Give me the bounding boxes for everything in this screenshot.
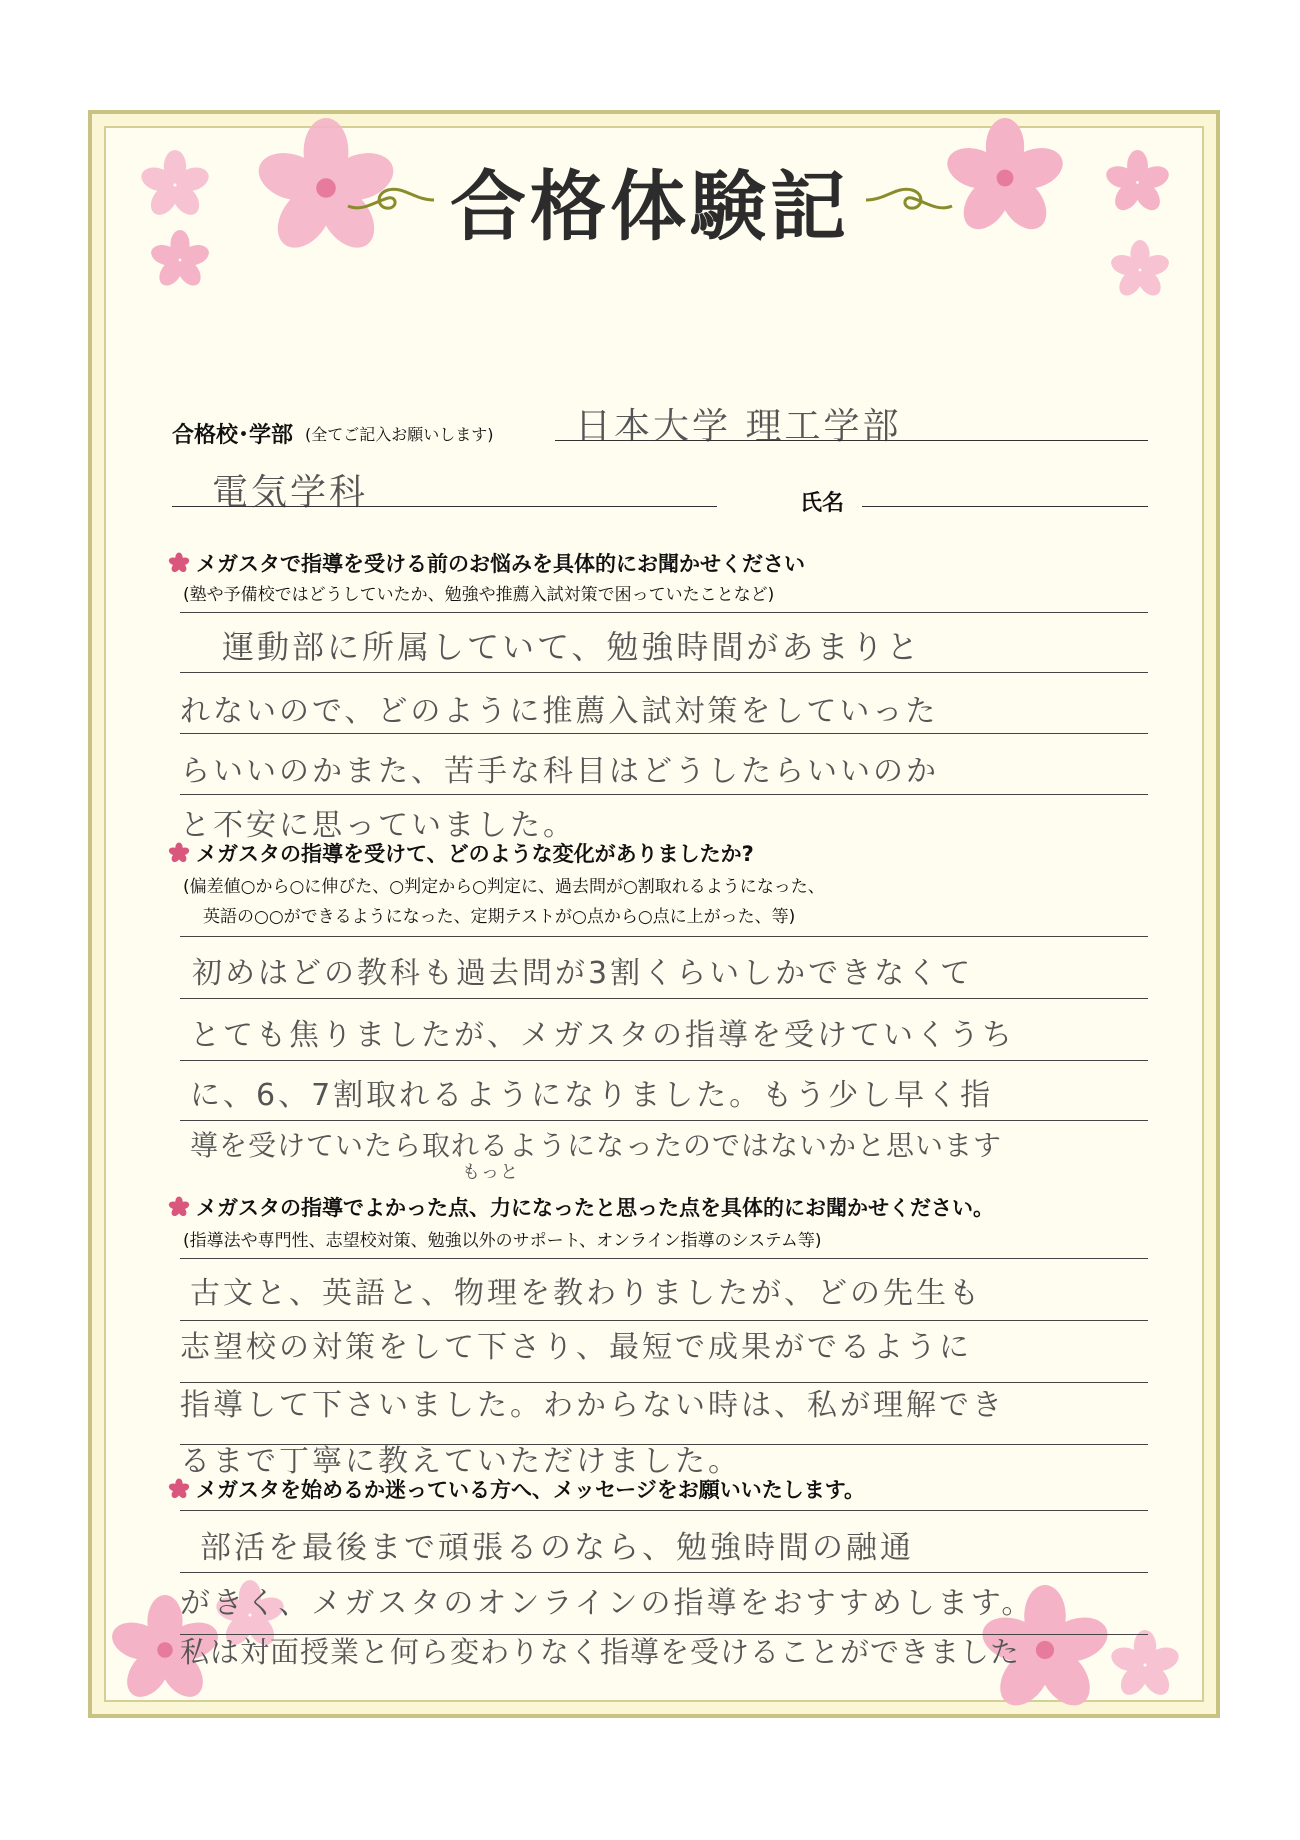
ruled-line xyxy=(180,612,1148,613)
q1-line-2: れないので、どのように推薦入試対策をしていった xyxy=(180,694,939,729)
ruled-line xyxy=(180,733,1148,734)
ruled-line xyxy=(180,1320,1148,1321)
flower-bullet-icon xyxy=(168,1196,190,1218)
q2-sub-2: 英語の○○ができるようになった、定期テストが○点から○点に上がった、等) xyxy=(203,907,796,927)
ruled-line xyxy=(180,1258,1148,1259)
ruled-line xyxy=(180,1510,1148,1511)
q1-line-4: と不安に思っていました。 xyxy=(180,808,576,843)
flower-bullet-icon xyxy=(168,1478,190,1500)
department-value: 電気学科 xyxy=(212,472,369,513)
q4-line-1: 部活を最後まで頑張るのなら、勉強時間の融通 xyxy=(200,1530,914,1566)
ruled-line xyxy=(180,1060,1148,1061)
q3-line-1: 古文と、英語と、物理を教わりましたが、どの先生も xyxy=(190,1276,982,1311)
q2-sub-1: (偏差値○から○に伸びた、○判定から○判定に、過去問が○割取れるようになった、 xyxy=(183,877,825,897)
q1-title: メガスタで指導を受ける前のお悩みを具体的にお聞かせください xyxy=(196,552,805,576)
ruled-line xyxy=(180,936,1148,937)
school-note: (全てご記入お願いします) xyxy=(305,425,494,444)
ruled-line xyxy=(180,1120,1148,1121)
title-row xyxy=(0,150,1300,250)
q1-line-1: 運動部に所属していて、勉強時間があまりと xyxy=(222,628,922,666)
q2-line-3: に、6、7割取れるようになりました。もう少し早く指 xyxy=(190,1078,994,1113)
q2-line-4: 導を受けていたら取れるようになったのではないかと思います xyxy=(190,1129,1003,1162)
q3-heading xyxy=(168,1192,994,1222)
ruled-line xyxy=(180,998,1148,999)
q3-sub: (指導法や専門性、志望校対策、勉強以外のサポート、オンライン指導のシステム等) xyxy=(183,1231,822,1251)
school-value: 日本大学 理工学部 xyxy=(575,406,902,447)
q1-heading xyxy=(168,548,805,578)
cherry-blossom-icon xyxy=(1110,1630,1180,1700)
name-line xyxy=(862,506,1148,507)
q2-line-2: とても焦りましたが、メガスタの指導を受けていくうち xyxy=(190,1018,1015,1053)
q3-title: メガスタの指導でよかった点、力になったと思った点を具体的にお聞かせください。 xyxy=(196,1196,994,1220)
q1-line-3: らいいのかまた、苦手な科目はどうしたらいいのか xyxy=(180,754,939,789)
q2-heading xyxy=(168,838,754,868)
q3-line-4: るまで丁寧に教えていただけました。 xyxy=(180,1444,741,1479)
q4-line-2: がきく、メガスタのオンラインの指導をおすすめします。 xyxy=(180,1586,1035,1621)
school-line xyxy=(555,440,1148,441)
q1-sub: (塾や予備校ではどうしていたか、勉強や推薦入試対策で困っていたことなど) xyxy=(183,585,775,605)
q4-line-3: 私は対面授業と何ら変わりなく指導を受けることができました xyxy=(180,1635,1021,1669)
ruled-line xyxy=(180,1572,1148,1573)
q4-heading xyxy=(168,1474,865,1504)
q3-line-3: 指導して下さいました。わからない時は、私が理解でき xyxy=(180,1388,1005,1423)
q2-insert-note: もっと xyxy=(462,1162,519,1183)
ruled-line xyxy=(180,794,1148,795)
left-flourish-icon xyxy=(344,180,436,220)
q4-title: メガスタを始めるか迷っている方へ、メッセージをお願いいたします。 xyxy=(196,1478,866,1502)
school-label: 合格校･学部 xyxy=(172,423,294,448)
name-label: 氏名 xyxy=(800,491,845,516)
ruled-line xyxy=(180,672,1148,673)
q2-line-1: 初めはどの教科も過去問が3割くらいしかできなくて xyxy=(192,956,974,991)
q2-title: メガスタの指導を受けて、どのような変化がありましたか? xyxy=(196,842,754,866)
page-title: 合格体験記 xyxy=(450,161,850,251)
flower-bullet-icon xyxy=(168,842,190,864)
q3-line-2: 志望校の対策をして下さり、最短で成果がでるように xyxy=(180,1330,972,1365)
department-line xyxy=(172,506,717,507)
flower-bullet-icon xyxy=(168,552,190,574)
right-flourish-icon xyxy=(864,180,956,220)
